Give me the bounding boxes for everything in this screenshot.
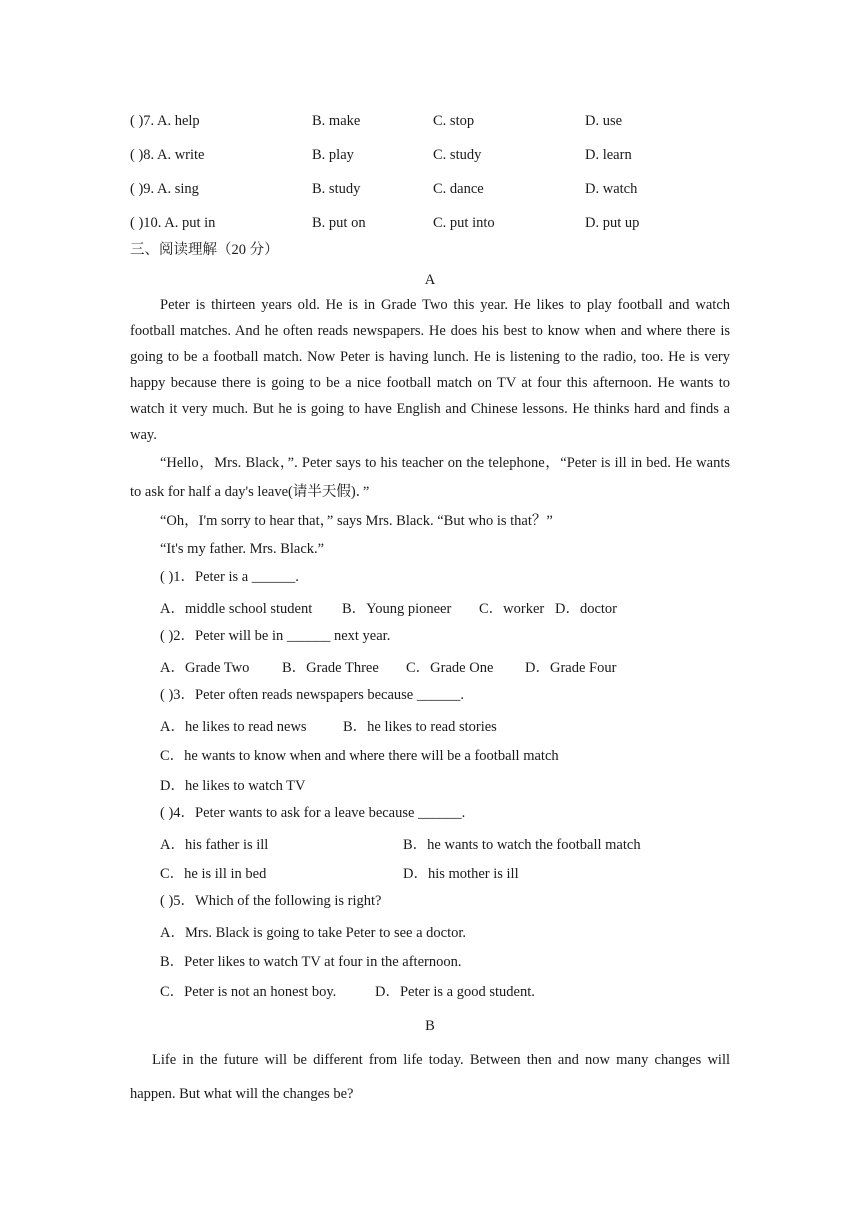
answer-option: D．he likes to watch TV bbox=[160, 778, 306, 794]
option-d: D. learn bbox=[585, 147, 632, 163]
answer-option: D．doctor bbox=[555, 601, 618, 617]
question-stem: ( )1．Peter is a ______. bbox=[160, 569, 299, 585]
answer-option: B．Peter likes to watch TV at four in the afternoon. bbox=[160, 954, 462, 970]
passage-a-paragraph: Peter is thirteen years old. He is in Grade Two this year. He likes to play football and watch football matches. And he often reads newspapers. He does his best to know when and where there is going to be a football match. Now Peter is having lunch. He is listening to the radio, too. He is very happy because there is going to be a nice football match on TV at four this afternoon. He wants to watch it very much. But he is going to have English and Chinese lessons. He thinks hard and finds a way. bbox=[130, 297, 730, 443]
answer-option: A．Grade Two bbox=[160, 660, 250, 676]
question-stem: ( )3．Peter often reads newspapers because ______. bbox=[160, 687, 464, 703]
answer-option: B．he likes to read stories bbox=[343, 719, 497, 735]
question-number: ( )8. A. write bbox=[130, 147, 205, 163]
passage-a-label: A bbox=[424, 272, 436, 288]
option-b: B. put on bbox=[312, 215, 366, 231]
passage-b-paragraph: Life in the future will be different from life today. Between then and now many changes will happen. But what will the changes be? bbox=[130, 1052, 730, 1102]
question-stem: ( )2．Peter will be in ______ next year. bbox=[160, 628, 391, 644]
answer-option: D．his mother is ill bbox=[403, 866, 519, 882]
option-b: B. study bbox=[312, 181, 361, 197]
answer-option: D．Peter is a good student. bbox=[375, 984, 535, 1000]
option-c: C. put into bbox=[433, 215, 495, 231]
option-d: D. put up bbox=[585, 215, 640, 231]
answer-option: A．his father is ill bbox=[160, 837, 269, 853]
answer-option: B．Young pioneer bbox=[342, 601, 452, 617]
answer-option: B．he wants to watch the football match bbox=[403, 837, 641, 853]
answer-option: C．Peter is not an honest boy. bbox=[160, 984, 337, 1000]
option-c: C. study bbox=[433, 147, 482, 163]
answer-option: A．Mrs. Black is going to take Peter to see a doctor. bbox=[160, 925, 467, 941]
question-number: ( )9. A. sing bbox=[130, 181, 199, 197]
answer-option: A．middle school student bbox=[160, 601, 313, 617]
question-number: ( )10. A. put in bbox=[130, 215, 216, 231]
dialogue-line: “Hello，Mrs. Black，”. Peter says to his teacher on the telephone，“Peter is ill in bed. He wants to ask for half a day's leave(请半天假)．” bbox=[130, 455, 730, 500]
section-heading: 三、阅读理解（20 分） bbox=[130, 242, 279, 258]
question-stem: ( )4．Peter wants to ask for a leave because ______. bbox=[160, 805, 466, 821]
answer-option: A．he likes to read news bbox=[160, 719, 307, 735]
option-d: D. watch bbox=[585, 181, 638, 197]
passage-b-label: B bbox=[425, 1018, 435, 1034]
answer-option: C．he is ill in bed bbox=[160, 866, 267, 882]
option-c: C. stop bbox=[433, 113, 475, 129]
answer-option: B．Grade Three bbox=[282, 660, 379, 676]
answer-option: C．he wants to know when and where there will be a football match bbox=[160, 748, 559, 764]
answer-option: D．Grade Four bbox=[525, 660, 617, 676]
dialogue-line: “Oh，I'm sorry to hear that，” says Mrs. Black. “But who is that？” bbox=[160, 513, 553, 529]
answer-option: C．Grade One bbox=[406, 660, 494, 676]
dialogue-line: “It's my father. Mrs. Black.” bbox=[160, 541, 325, 557]
option-b: B. play bbox=[312, 147, 354, 163]
option-d: D. use bbox=[585, 113, 623, 129]
answer-option: C．worker bbox=[479, 601, 545, 617]
question-number: ( )7. A. help bbox=[130, 113, 200, 129]
option-c: C. dance bbox=[433, 181, 484, 197]
option-b: B. make bbox=[312, 113, 361, 129]
question-stem: ( )5．Which of the following is right? bbox=[160, 893, 382, 909]
